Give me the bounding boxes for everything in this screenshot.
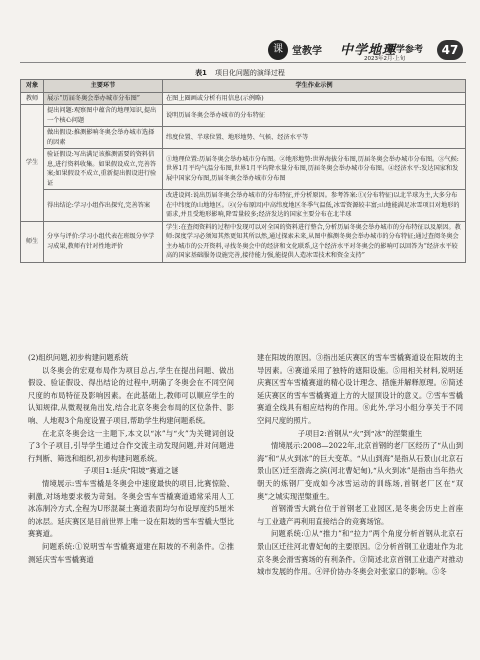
example-cell: 学生:在查阅资料的过程中发现可以对全国的资料进行整合,分析历届冬奥会举办城市的分布特征以及原因。教师:深度学习必须知其然更知其所以然,通过探索未来,从图中推测冬奥会举办城市的分布特征;通过查阅冬奥会主办城市的公开资料,寻找冬奥会中的经济和文化联系,这个经济水平对冬奥会的影响可以回答为“经济水平较高的国家基础服务设施完善,接待能力强,能提供人造冰雪技术和资金支持” xyxy=(163,221,466,262)
link-cell: 验证假设:写出满足该推测需要的资料信息,进行资料收集。如果假设成立,完善答案;如果假设不成立,重新提出假设进行验证 xyxy=(44,149,163,190)
table-row xyxy=(21,92,466,105)
subproject-title: 子项目1:延庆“阳坡”赛道之谜 xyxy=(83,466,179,476)
role-cell: 师生 xyxy=(21,221,44,262)
link-cell: 展示“历届冬奥会举办城市分布图” xyxy=(44,92,163,105)
link-cell: 得出结论:学习小组作出探究,完善答案 xyxy=(44,190,163,222)
paragraph: 以冬奥会的宏观布局作为项目总占,学生在提出问题、做出假设、验证假设、得出结论的过程中,明确了冬奥会在不同空间尺度的布局特征及影响因素。在此基础上,教师可以顺应学生的认知规律,从微观视角出发,结合北京冬奥会布局的区位条件、影响、人地观3个角度设置子项目,帮助学生构建问题系统。 xyxy=(28,365,234,425)
table-row xyxy=(21,149,466,190)
subproject-title: 子项目2:首钢从“火”到“冰”的涅槃重生 xyxy=(297,428,423,438)
paragraph: 问题系统:①说明雪车雪橇赛道建在阳坡的不利条件。②推测延庆雪车雪橇赛道 xyxy=(28,541,234,564)
column-logo-icon: 课 xyxy=(268,40,288,60)
table-row xyxy=(21,105,466,127)
example-cell: 在图上圈画或分析有用信息(示例略) xyxy=(163,92,466,105)
example-cell: 说明历届冬奥会举办城市的分布特征 xyxy=(163,105,466,127)
paragraph: 首钢滑雪大跳台位于首钢老工业园区,是冬奥会历史上首座与工业遗产再利用直接结合的竞赛场馆。 xyxy=(257,504,463,526)
project-process-table xyxy=(20,79,466,263)
example-cell: 纬度位置、半球位置、地形地势、气候、经济水平等 xyxy=(163,127,466,149)
header-divider xyxy=(20,62,466,63)
issue-date: 2023年2月·上旬 xyxy=(364,56,406,62)
paragraph: 问题系统:①从“推力”和“拉力”两个角度分析首钢从北京石景山区迁往河北曹妃甸的主要原因。②分析首钢工业遗址作为北京冬奥会滑雪赛场的有利条件。③简述北京首钢工业遗产对推动城市发展的作用。④评价协办冬奥会对张家口的影响。⑤冬 xyxy=(257,529,463,577)
paragraph: 情境展示:2008—2022年,北京首钢的老厂区经历了“从山到海”和“从火到冰”的巨大变革。“从山到海”是指从石景山(北京石景山区)迁至渤海之滨(河北曹妃甸),“从火到冰”是指由当年热火朝天的炼钢厂变成如今冰雪运动的训练场,首钢老厂区在“双奥”之城实现涅槃重生。 xyxy=(257,441,463,501)
table-header-row xyxy=(21,80,466,93)
page-number: 47 xyxy=(437,40,463,60)
body-column-right xyxy=(257,352,463,579)
table-row xyxy=(21,221,466,262)
body-column-left xyxy=(28,352,234,566)
header-cell-example: 学生作业示例 xyxy=(163,80,466,93)
paragraph: 建在阳坡的原因。③指出延庆赛区的雪车雪橇赛道设在阳坡的主导因素。④赛道采用了独特的遮阳设施。⑤用相关材料,说明延庆赛区雪车雪橇赛道的精心设计理念、措施并解释原理。⑥简述延庆赛区的雪车雪橇赛道上方的大屋顶设计的意义。⑦雪车雪橇赛道全线具有相应结构的作用。⑧此外,学习小组分享关于不同空间尺度的照片。 xyxy=(257,353,463,425)
table-row xyxy=(21,190,466,222)
table-row xyxy=(21,127,466,149)
column-name: 堂教学 xyxy=(292,46,322,57)
journal-subtitle: 教学参考 xyxy=(387,45,424,55)
header-cell-link: 主要环节 xyxy=(44,80,163,93)
header-cell-object: 对象 xyxy=(21,80,44,93)
section-heading: (2)组织问题,初步构建问题系统 xyxy=(28,353,129,362)
journal-brand: 中学地理 xyxy=(340,43,397,58)
role-cell: 学生 xyxy=(21,105,44,222)
paragraph: 在北京冬奥会这一主题下,本文以“冰”与“火”为关键词创设了3个子项目,引导学生通过合作交流主动发现问题,并对问题进行判断、筛选和组织,初步构建问题系统。 xyxy=(28,428,234,463)
example-cell: ①地理位置:历届冬奥会举办城市分布图。②地形地势:世界海拔分布图,历届冬奥会举办城市分布图。③气候:世界1月平均气温分布图,世界1月平均降水量分布图,历届冬奥会举办城市分布图。④经济水平:发达国家和发展中国家分布图,历届冬奥会举办城市分布图 xyxy=(163,149,466,190)
link-cell: 提出问题:观察图中蕴含的地理知识,提出一个核心问题 xyxy=(44,105,163,127)
link-cell: 分享与评价:学习小组代表在班级分享学习成果,教师有针对性地评价 xyxy=(44,221,163,262)
table-caption-number: 表1 xyxy=(195,69,207,77)
table-caption-title: 项目化问题的演绎过程 xyxy=(214,69,285,77)
table-caption xyxy=(0,68,480,78)
page-header xyxy=(0,38,480,64)
role-cell: 教师 xyxy=(21,92,44,105)
link-cell: 做出假设:推测影响冬奥会举办城市选择的因素 xyxy=(44,127,163,149)
example-cell: 改进设问:说出历届冬奥会举办城市的分布特征,并分析原因。参考答案:①(分布特征)以北半球为主,大多分布在中纬度的山地地区。②(分布原因)中高纬度地区冬季气温低,冰雪资源较丰富;山地能满足冰雪项目对地形的需求,并且受地形影响,降雪量较多;经济发达的国家主要分布在北半球 xyxy=(163,190,466,222)
paragraph: 情境展示:雪车雪橇是冬奥会中速度最快的项目,比赛惊险、刺激,对场地要求极为苛刻。冬奥会雪车雪橇赛道通常采用人工冰冻制冷方式,全程为U形混凝土赛道表面均匀布设厚度约5厘米的冰层。延庆赛区是目前世界上唯一设在阳坡的雪车雪橇大型比赛赛道。 xyxy=(28,478,234,539)
